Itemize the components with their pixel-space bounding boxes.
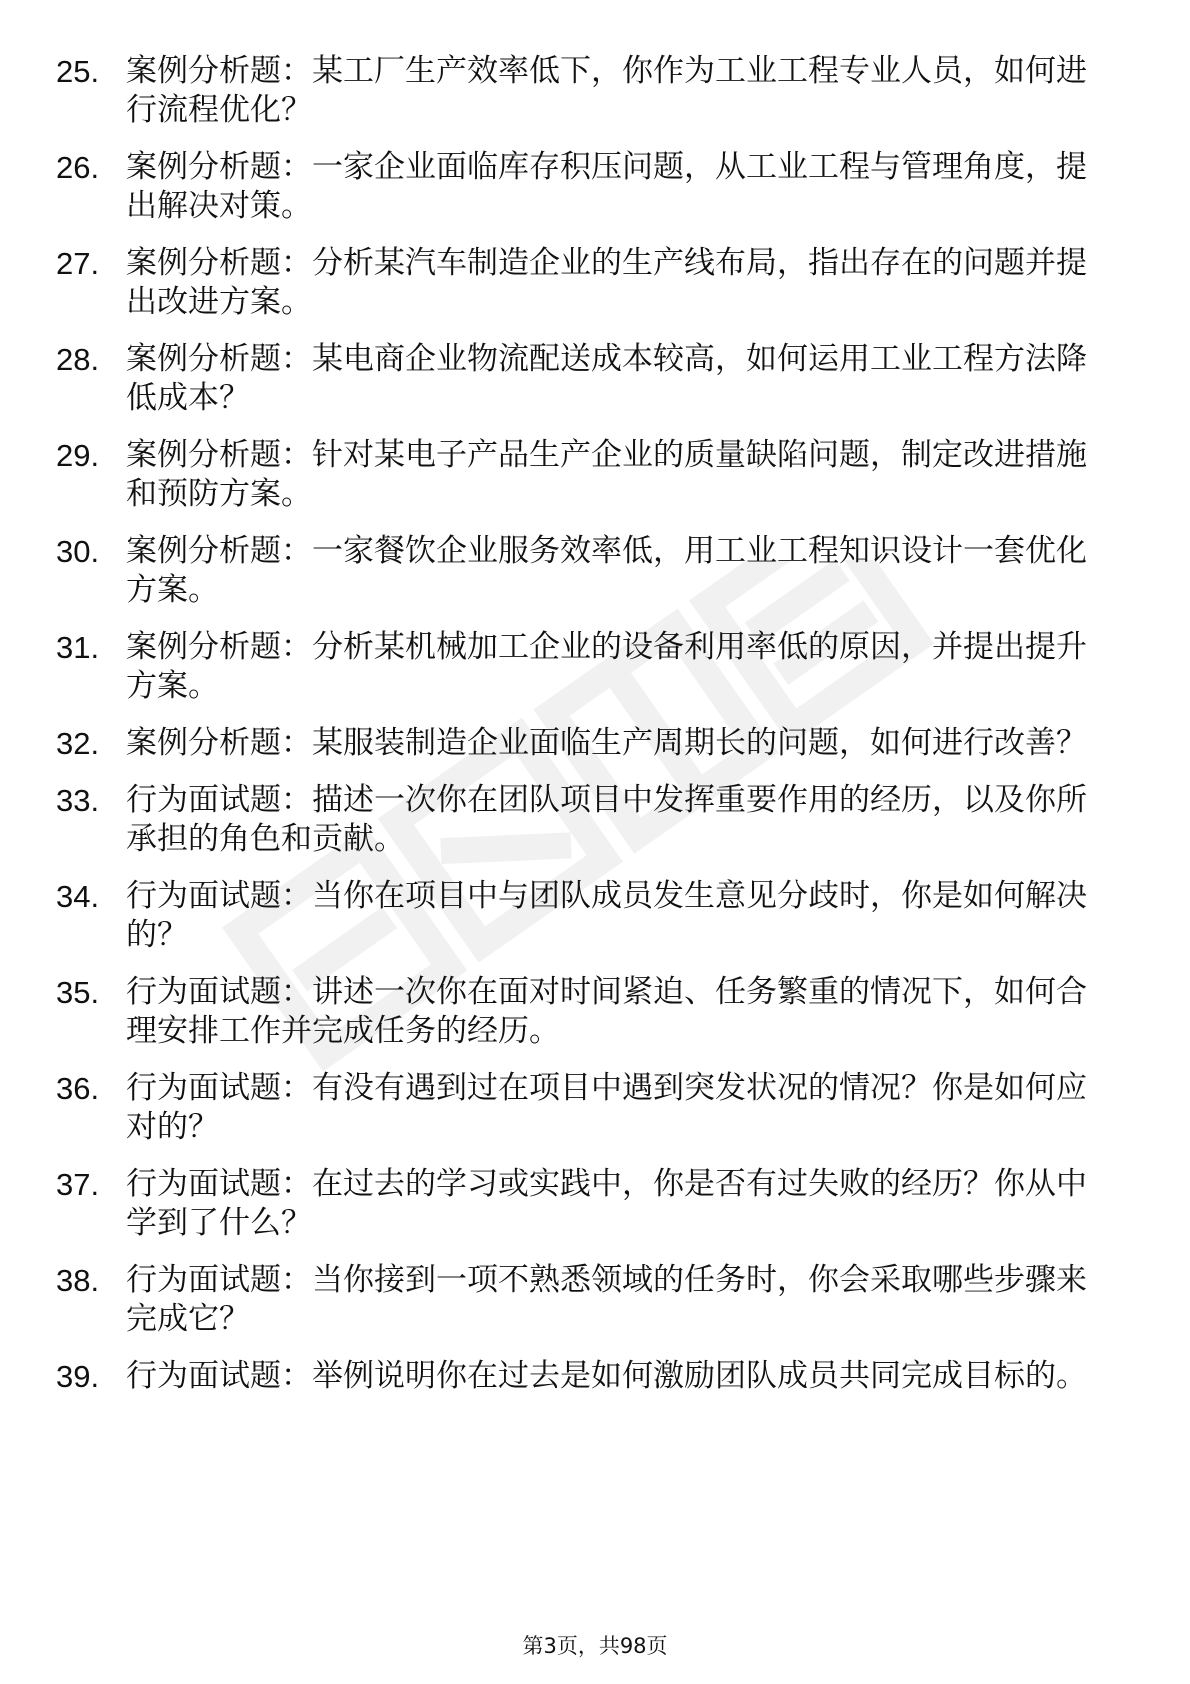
- question-type: 行为面试题：: [126, 1262, 312, 1298]
- question-type: 案例分析题：: [126, 629, 312, 665]
- question-text: 在过去的学习或实践中，你是否有过失败的经历？你从中学到了什么？: [126, 1166, 1087, 1241]
- question-item: [56, 532, 1116, 610]
- question-list: [56, 52, 1116, 1414]
- question-type: 行为面试题：: [126, 1070, 312, 1106]
- question-item: [56, 973, 1116, 1051]
- question-number: 26.: [56, 150, 100, 185]
- question-text: 分析某机械加工企业的设备利用率低的原因，并提出提升方案。: [126, 629, 1087, 704]
- question-item: [56, 781, 1116, 859]
- question-body: [126, 973, 1116, 1051]
- question-body: [126, 877, 1116, 955]
- question-number: 31.: [56, 630, 100, 665]
- question-item: [56, 1261, 1116, 1339]
- question-item: [56, 1357, 1116, 1396]
- question-text: 分析某汽车制造企业的生产线布局，指出存在的问题并提出改进方案。: [126, 245, 1087, 320]
- question-type: 行为面试题：: [126, 974, 312, 1010]
- question-item: [56, 724, 1116, 763]
- question-type: 案例分析题：: [126, 245, 312, 281]
- question-type: 行为面试题：: [126, 1166, 312, 1202]
- question-type: 行为面试题：: [126, 878, 312, 914]
- question-number: 38.: [56, 1263, 100, 1298]
- question-text: 当你在项目中与团队成员发生意见分歧时，你是如何解决的？: [126, 878, 1087, 953]
- question-body: [126, 532, 1116, 610]
- question-body: [126, 340, 1116, 418]
- question-type: 案例分析题：: [126, 149, 312, 185]
- question-item: [56, 244, 1116, 322]
- question-body: [126, 628, 1116, 706]
- question-type: 案例分析题：: [126, 341, 312, 377]
- question-item: [56, 148, 1116, 226]
- question-type: 案例分析题：: [126, 533, 312, 569]
- question-number: 36.: [56, 1071, 100, 1106]
- question-number: 30.: [56, 534, 100, 569]
- question-text: 一家企业面临库存积压问题，从工业工程与管理角度，提出解决对策。: [126, 149, 1087, 224]
- question-text: 描述一次你在团队项目中发挥重要作用的经历，以及你所承担的角色和贡献。: [126, 782, 1087, 857]
- question-body: [126, 781, 1116, 859]
- question-number: 33.: [56, 783, 100, 818]
- question-item: [56, 877, 1116, 955]
- question-number: 25.: [56, 54, 100, 89]
- question-item: [56, 1165, 1116, 1243]
- question-type: 行为面试题：: [126, 782, 312, 818]
- question-type: 案例分析题：: [126, 53, 312, 89]
- question-number: 29.: [56, 438, 100, 473]
- question-body: [126, 1261, 1116, 1339]
- question-body: [126, 52, 1116, 130]
- question-item: [56, 52, 1116, 130]
- question-number: 34.: [56, 879, 100, 914]
- question-number: 35.: [56, 975, 100, 1010]
- question-text: 某服装制造企业面临生产周期长的问题，如何进行改善？: [312, 725, 1087, 761]
- question-number: 32.: [56, 726, 100, 761]
- question-text: 有没有遇到过在项目中遇到突发状况的情况？你是如何应对的？: [126, 1070, 1087, 1145]
- question-number: 37.: [56, 1167, 100, 1202]
- question-type: 行为面试题：: [126, 1358, 312, 1394]
- page-footer: 第3页，共98页: [522, 1634, 668, 1658]
- question-text: 一家餐饮企业服务效率低，用工业工程知识设计一套优化方案。: [126, 533, 1087, 608]
- question-number: 27.: [56, 246, 100, 281]
- question-type: 案例分析题：: [126, 725, 312, 761]
- question-body: [126, 436, 1116, 514]
- question-item: [56, 628, 1116, 706]
- question-number: 39.: [56, 1359, 100, 1394]
- question-text: 当你接到一项不熟悉领域的任务时，你会采取哪些步骤来完成它？: [126, 1262, 1087, 1337]
- question-text: 针对某电子产品生产企业的质量缺陷问题，制定改进措施和预防方案。: [126, 437, 1087, 512]
- question-text: 讲述一次你在面对时间紧迫、任务繁重的情况下，如何合理安排工作并完成任务的经历。: [126, 974, 1087, 1049]
- question-text: 某电商企业物流配送成本较高，如何运用工业工程方法降低成本？: [126, 341, 1087, 416]
- question-text: 举例说明你在过去是如何激励团队成员共同完成目标的。: [312, 1358, 1087, 1394]
- question-item: [56, 436, 1116, 514]
- question-body: [126, 244, 1116, 322]
- question-body: [126, 148, 1116, 226]
- question-body: [126, 1357, 1116, 1396]
- question-body: [126, 724, 1116, 763]
- question-text: 某工厂生产效率低下，你作为工业工程专业人员，如何进行流程优化？: [126, 53, 1087, 128]
- question-item: [56, 340, 1116, 418]
- question-item: [56, 1069, 1116, 1147]
- question-body: [126, 1069, 1116, 1147]
- question-number: 28.: [56, 342, 100, 377]
- question-type: 案例分析题：: [126, 437, 312, 473]
- question-body: [126, 1165, 1116, 1243]
